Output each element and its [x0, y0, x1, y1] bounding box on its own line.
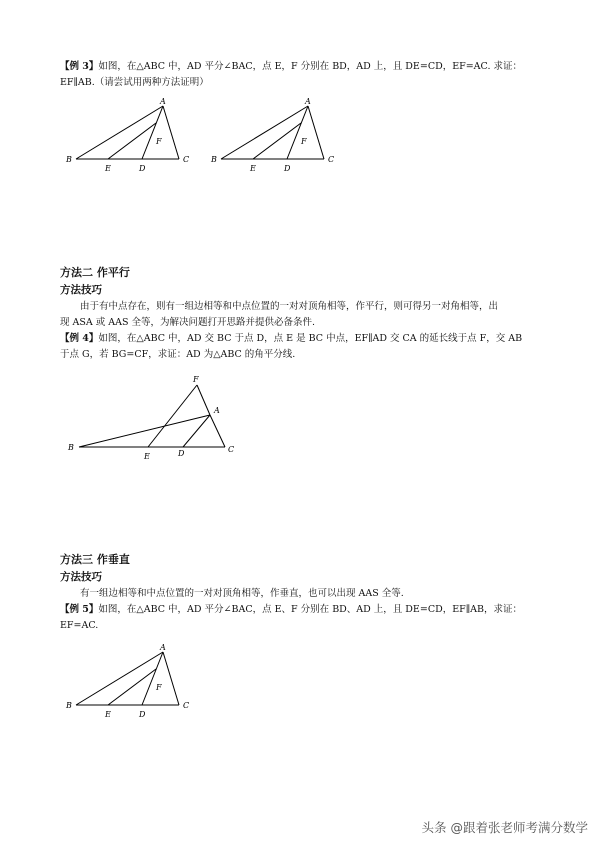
example3-figure-left [60, 96, 200, 186]
label-F: F [301, 137, 307, 146]
example5-label: 【例 5】 [60, 604, 99, 615]
example5-text1: 如图，在△ABC 中，AD 平分∠BAC，点 E、F 分别在 BD、AD 上，且 DE=CD，EF∥AB，求证： [98, 604, 522, 615]
example3-line1 [60, 60, 522, 74]
example3-label: 【例 3】 [60, 61, 99, 72]
label-A: A [305, 97, 311, 106]
label-C: C [183, 701, 190, 710]
method2-para2: 现 ASA 或 AAS 全等，为解决问题打开思路并提供必备条件. [60, 317, 316, 328]
example3-text1: 如图，在△ABC 中，AD 平分∠BAC，点 E，F 分别在 BD，AD 上，且 DE=CD，EF=AC. 求证： [98, 61, 523, 72]
label-E: E [250, 164, 256, 173]
label-F: F [156, 683, 162, 692]
label-E: E [144, 452, 150, 461]
example5-line1 [60, 603, 522, 617]
label-E: E [105, 164, 111, 173]
label-C: C [183, 155, 190, 164]
label-D: D [284, 164, 291, 173]
label-D: D [178, 449, 185, 458]
label-A: A [214, 406, 220, 415]
label-A: A [160, 97, 166, 106]
label-C: C [328, 155, 335, 164]
example4-line2: 于点 G，若 BG=CF，求证：AD 为△ABC 的角平分线. [60, 349, 296, 360]
example5-line2: EF=AC. [60, 620, 99, 631]
method2-para1: 由于有中点存在，则有一组边相等和中点位置的一对对顶角相等，作平行，则可得另一对角相等，出 [80, 301, 499, 312]
label-F: F [193, 375, 199, 384]
label-B: B [66, 701, 72, 710]
label-B: B [66, 155, 72, 164]
label-D: D [139, 710, 146, 719]
example4-text1: 如图，在△ABC 中，AD 交 BC 于点 D，点 E 是 BC 中点，EF∥AD 交 CA 的延长线于点 F，交 AB [98, 333, 523, 344]
example5-figure [60, 642, 200, 732]
label-F: F [156, 137, 162, 146]
example3-line2: EF∥AB.（请尝试用两种方法证明） [60, 77, 209, 88]
example3-figure-right [205, 96, 345, 186]
label-D: D [139, 164, 146, 173]
example4-label: 【例 4】 [60, 333, 99, 344]
method2-subtitle: 方法技巧 [60, 284, 102, 296]
label-E: E [105, 710, 111, 719]
method3-subtitle: 方法技巧 [60, 571, 102, 583]
label-B: B [211, 155, 217, 164]
label-B: B [68, 443, 74, 452]
method3-para1: 有一组边相等和中点位置的一对对顶角相等，作垂直，也可以出现 AAS 全等. [80, 588, 404, 599]
example4-line1 [60, 332, 522, 346]
method3-title: 方法三 作垂直 [60, 553, 130, 566]
method2-title: 方法二 作平行 [60, 266, 130, 279]
label-A: A [160, 643, 166, 652]
label-C: C [228, 445, 235, 454]
watermark: 头条 @跟着张老师考满分数学 [421, 820, 588, 835]
example4-figure [60, 370, 250, 470]
